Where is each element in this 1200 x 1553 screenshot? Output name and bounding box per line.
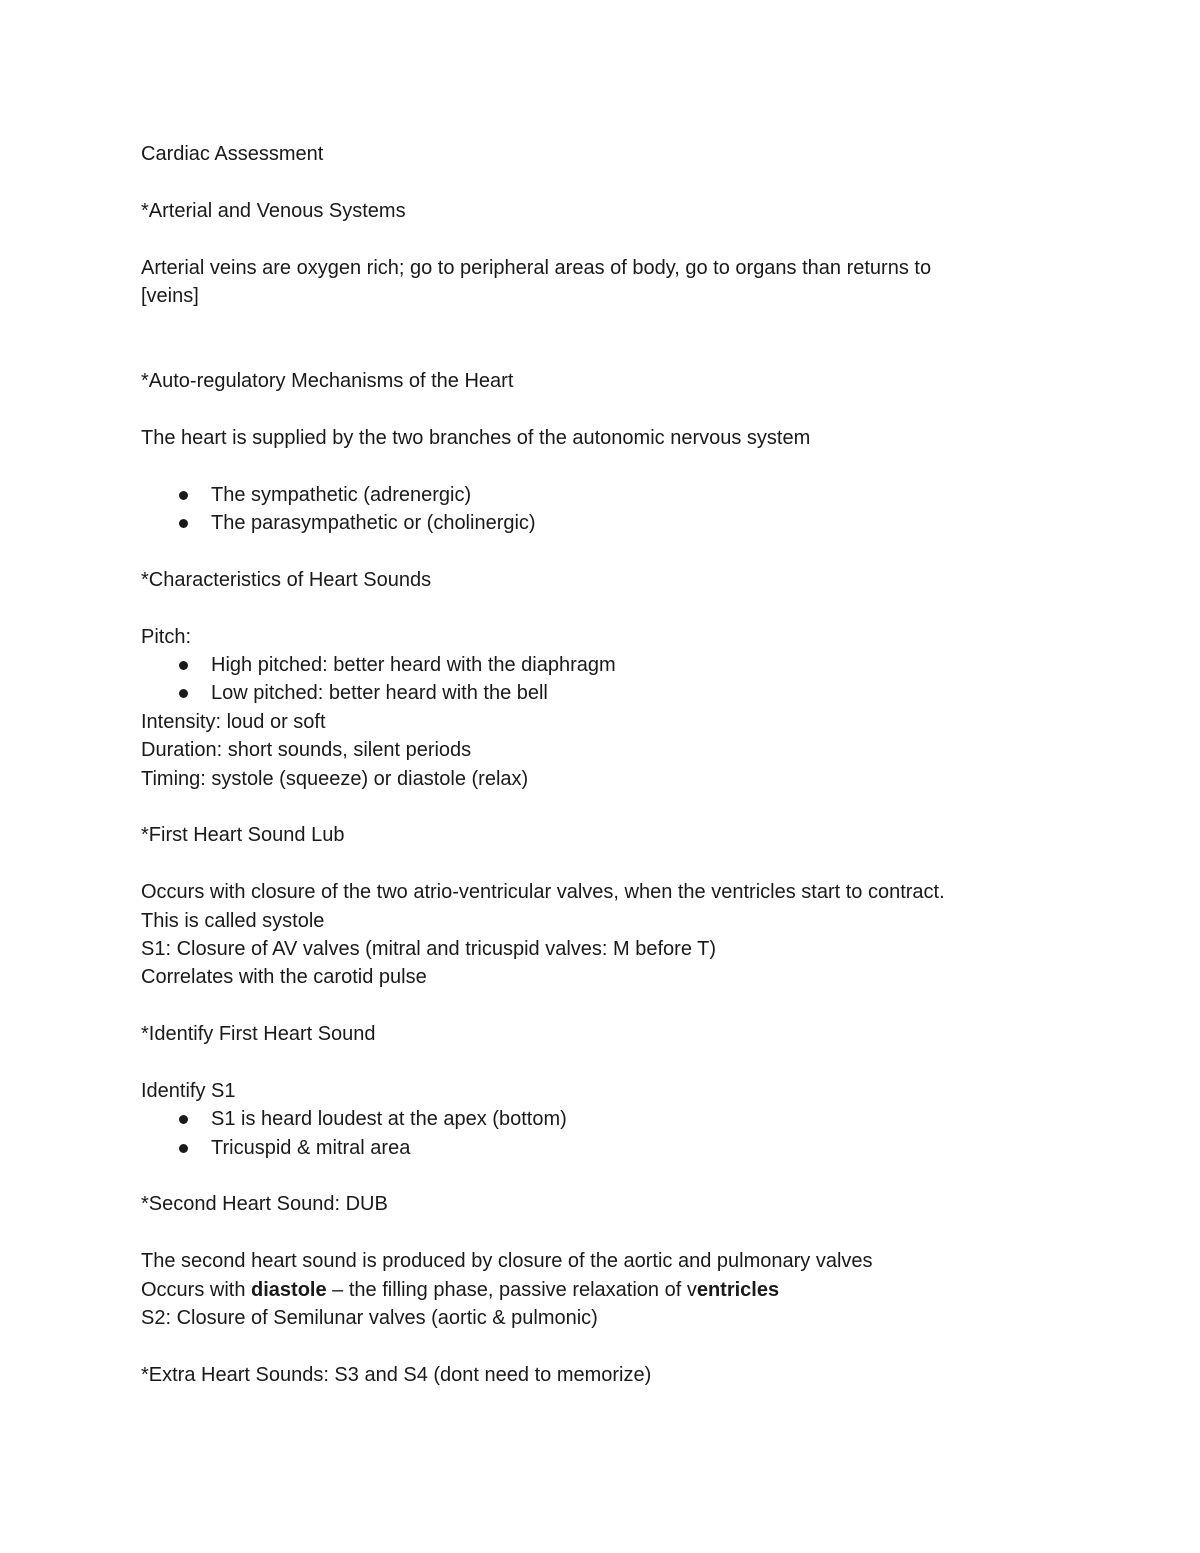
spacer [141, 310, 1041, 338]
section-heading-second-sound: *Second Heart Sound: DUB [141, 1193, 388, 1216]
list-item [141, 509, 1041, 537]
list-item-text: S1 is heard loudest at the apex (bottom) [211, 1108, 567, 1131]
bullet-icon [179, 491, 188, 500]
spacer [141, 396, 1041, 424]
identify-label: Identify S1 [141, 1079, 236, 1102]
list-item [141, 1105, 1041, 1133]
spacer [141, 992, 1041, 1020]
list-item-text: The parasympathetic or (cholinergic) [211, 512, 536, 535]
bullet-icon [179, 661, 188, 670]
paragraph-line: The second heart sound is produced by closure of the aortic and pulmonary valves [141, 1250, 873, 1273]
bullet-list [141, 651, 1041, 708]
paragraph-line: Intensity: loud or soft [141, 710, 326, 733]
list-item [141, 651, 1041, 679]
section-heading-autoregulatory: *Auto-regulatory Mechanisms of the Heart [141, 370, 514, 393]
spacer [141, 339, 1041, 367]
paragraph-line: Duration: short sounds, silent periods [141, 739, 472, 762]
document-page [141, 140, 1041, 1389]
spacer [141, 168, 1041, 196]
list-item [141, 679, 1041, 707]
paragraph-line: This is called systole [141, 909, 325, 932]
bullet-icon [179, 1115, 188, 1124]
bold-text-entricles: entricles [696, 1278, 780, 1301]
spacer [141, 1049, 1041, 1077]
bullet-icon [179, 519, 188, 528]
list-item-text: Low pitched: better heard with the bell [211, 682, 548, 705]
spacer [141, 793, 1041, 821]
paragraph-line: S2: Closure of Semilunar valves (aortic & pulmonic) [141, 1307, 598, 1330]
pitch-label: Pitch: [141, 625, 192, 648]
spacer [141, 225, 1041, 253]
bullet-icon [179, 689, 188, 698]
paragraph-line: [veins] [141, 284, 199, 307]
document-title: Cardiac Assessment [141, 143, 324, 165]
list-item-text: Tricuspid & mitral area [211, 1136, 411, 1159]
paragraph-line: The heart is supplied by the two branches of the autonomic nervous system [141, 426, 811, 449]
paragraph-line: Timing: systole (squeeze) or diastole (relax) [141, 767, 529, 790]
text-run: – the filling phase, passive relaxation of v [326, 1278, 697, 1301]
bullet-list [141, 481, 1041, 538]
paragraph-line-diastole [141, 1276, 1041, 1304]
list-item [141, 1134, 1041, 1162]
spacer [141, 594, 1041, 622]
bold-text-diastole: diastole [251, 1278, 327, 1301]
spacer [141, 1219, 1041, 1247]
spacer [141, 452, 1041, 480]
paragraph-line: Arterial veins are oxygen rich; go to peripheral areas of body, go to organs than returns to [141, 256, 932, 279]
list-item-text: High pitched: better heard with the diaphragm [211, 654, 616, 677]
paragraph-line: S1: Closure of AV valves (mitral and tricuspid valves: M before T) [141, 937, 717, 960]
section-heading-characteristics: *Characteristics of Heart Sounds [141, 568, 432, 591]
spacer [141, 1162, 1041, 1190]
spacer [141, 537, 1041, 565]
spacer [141, 1332, 1041, 1360]
spacer [141, 850, 1041, 878]
paragraph-line: Occurs with closure of the two atrio-ventricular valves, when the ventricles start to contract. [141, 881, 945, 904]
section-heading-extra-sounds: *Extra Heart Sounds: S3 and S4 (dont need to memorize) [141, 1363, 652, 1386]
section-heading-arterial-venous: *Arterial and Venous Systems [141, 199, 406, 222]
list-item-text: The sympathetic (adrenergic) [211, 483, 472, 506]
bullet-icon [179, 1144, 188, 1153]
paragraph-line: Correlates with the carotid pulse [141, 966, 427, 989]
text-run: Occurs with [141, 1278, 252, 1301]
list-item [141, 481, 1041, 509]
section-heading-first-sound: *First Heart Sound Lub [141, 824, 345, 847]
bullet-list [141, 1105, 1041, 1162]
section-heading-identify-first: *Identify First Heart Sound [141, 1023, 376, 1046]
